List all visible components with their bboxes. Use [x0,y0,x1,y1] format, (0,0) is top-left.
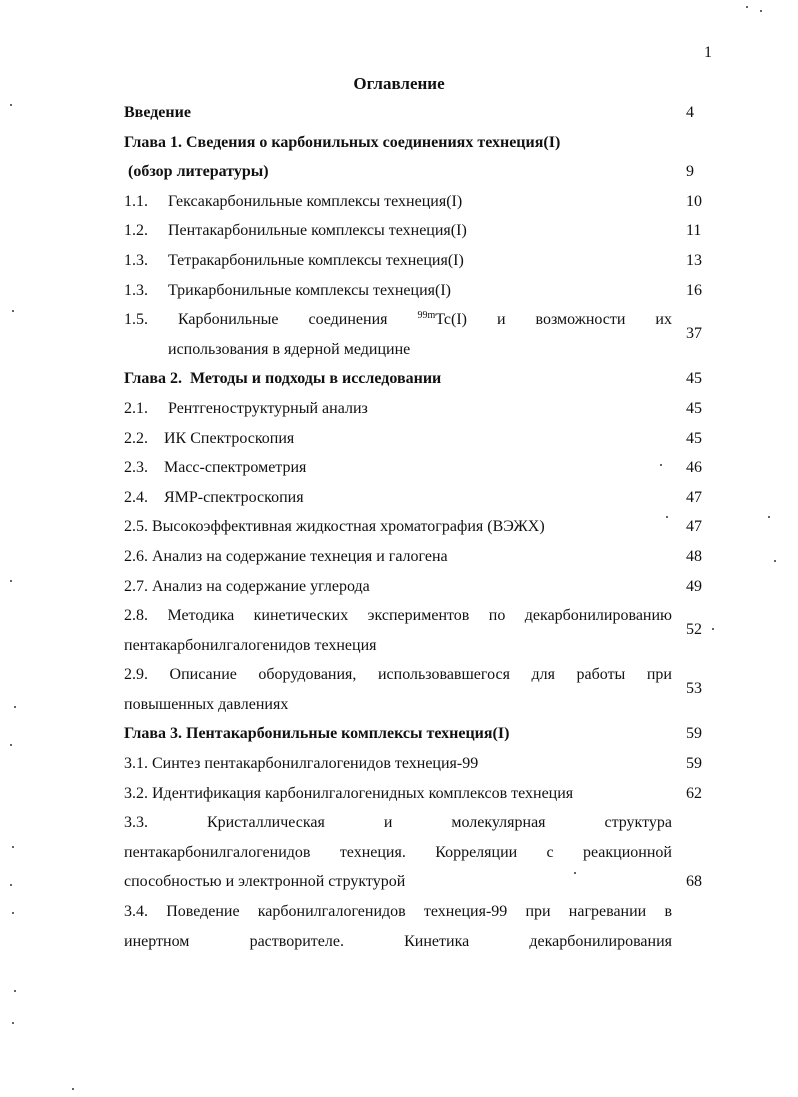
toc-entry-page: 49 [686,577,702,595]
toc-entry-text: 3.2. Идентификация карбонилгалогенидных комплексов технеция [124,784,574,802]
toc-entry-line: пентакарбонилгалогенидов технеция. Корреляции с реакционной [124,843,672,861]
toc-entry-text: Введение [124,104,191,121]
toc-word: и [496,311,506,329]
toc-entry-page: 45 [686,399,702,417]
toc-entry-chapter-2 [124,364,708,394]
toc-entry-page: 59 [686,755,702,773]
toc-word: соединения [308,311,388,329]
toc-entry-text [124,483,672,513]
toc-entry-number: 2.4. [124,488,148,506]
toc-entry-text: Глава 2. Методы и подходы в исследовании [124,370,442,388]
toc-entry-text [124,187,672,217]
toc-entry-line: способностью и электронной структурой [124,873,406,891]
toc-entry-number: 2.3. [124,459,148,477]
toc-entry-page: 13 [686,251,702,269]
toc-entry-text [124,276,672,306]
toc-entry-line: пентакарбонилгалогенидов технеция [124,636,377,654]
toc-entry-1-3a [124,246,708,276]
toc-entry-page: 68 [686,873,702,891]
toc-entry-2-7 [124,572,708,602]
toc-entry-2-4 [124,483,708,513]
toc-entry-page: 53 [686,680,702,698]
toc-entry-intro [124,98,708,128]
toc-entry-page: 47 [686,488,702,506]
toc-entry-line: повышенных давлениях [124,695,289,713]
toc-entry-title: Масс-спектрометрия [164,459,307,477]
toc-entry-number: 2.2. [124,429,148,447]
toc-entry-page: 45 [686,429,702,447]
toc-entry-text: Глава 1. Сведения о карбонильных соединениях технеция(I) [124,133,561,151]
toc-entry-3-2 [124,779,708,809]
toc-entry-1-1 [124,187,708,217]
toc-entry-number: 2.1. [124,399,148,417]
toc-entry-number: 1.5. [124,311,148,329]
toc-entry-1-5 [124,305,708,364]
toc-entry-page: 46 [686,459,702,477]
toc-entry-2-2 [124,424,708,454]
toc-entry-number: 1.3. [124,251,148,269]
toc-entry-text: 2.5. Высокоэффективная жидкостная хроматография (ВЭЖХ) [124,518,545,536]
toc-entry-line: 3.3. Кристаллическая и молекулярная структура [124,814,672,832]
toc-entry-2-5 [124,512,708,542]
page-title: Оглавление [353,74,445,93]
table-of-contents [124,98,708,956]
toc-entry-page: 59 [686,725,702,743]
toc-entry-page: 62 [686,784,702,802]
toc-entry-1-3b [124,276,708,306]
toc-entry-text [124,601,672,660]
toc-entry-title: ЯМР-спектроскопия [164,488,304,506]
toc-entry-text: 2.6. Анализ на содержание технеция и галогена [124,547,448,565]
toc-entry-text: 2.7. Анализ на содержание углерода [124,577,370,595]
toc-entry-page: 11 [686,222,702,240]
isotope-superscript: 99m [417,310,436,322]
toc-entry-text: Глава 3. Пентакарбонильные комплексы технеция(I) [124,725,510,743]
toc-entry-2-1 [124,394,708,424]
toc-entry-3-4 [124,897,708,956]
page-number: 1 [704,44,712,61]
toc-entry-page: 37 [686,325,702,343]
toc-entry-page: 45 [686,370,702,388]
toc-entry-page: 47 [686,518,702,536]
toc-word [417,305,467,335]
toc-entry-text [124,305,672,364]
toc-entry-2-3 [124,453,708,483]
toc-entry-text [124,453,672,483]
toc-entry-chapter-1 [124,128,708,158]
toc-entry-2-9 [124,660,708,719]
toc-entry-line: инертном растворителе. Кинетика декарбонилирования [124,932,672,950]
toc-entry-text [124,394,672,424]
toc-entry-text [124,660,672,719]
toc-entry-text: 3.1. Синтез пентакарбонилгалогенидов технеция-99 [124,755,479,773]
toc-entry-line: 2.8. Методика кинетических экспериментов по декарбонилированию [124,607,672,625]
toc-entry-text [124,424,672,454]
toc-entry-1-2 [124,216,708,246]
toc-entry-page: 48 [686,547,702,565]
toc-word: Карбонильные [177,311,279,329]
toc-entry-2-6 [124,542,708,572]
toc-entry-page: 16 [686,281,702,299]
toc-entry-title: ИК Спектроскопия [164,429,295,447]
toc-entry-page: 4 [686,104,694,121]
toc-entry-title: Трикарбонильные комплексы технеция(I) [168,281,451,299]
toc-entry-chapter-1-cont [124,157,708,187]
toc-word: их [655,311,672,329]
toc-entry-title: Гексакарбонильные комплексы технеция(I) [168,192,463,210]
toc-entry-text: (обзор литературы) [128,163,269,181]
toc-entry-page: 9 [686,163,694,181]
toc-entry-page: 52 [686,621,702,639]
toc-word: Tc(I) [435,311,468,329]
toc-entry-text [124,808,672,897]
toc-entry-page: 10 [686,192,702,210]
toc-entry-text [124,897,672,956]
toc-entry-3-3 [124,808,708,897]
toc-entry-number: 1.3. [124,281,148,299]
toc-entry-number: 1.2. [124,222,148,240]
toc-entry-title: Тетракарбонильные комплексы технеция(I) [168,251,464,269]
toc-entry-3-1 [124,749,708,779]
toc-entry-number: 1.1. [124,192,148,210]
toc-entry-2-8 [124,601,708,660]
toc-entry-title: Рентгеноструктурный анализ [168,399,368,417]
toc-word: возможности [535,311,626,329]
toc-entry-line: 3.4. Поведение карбонилгалогенидов технеция-99 при нагревании в [124,903,672,921]
toc-entry-text [124,246,672,276]
toc-entry-chapter-3 [124,719,708,749]
toc-entry-line: 2.9. Описание оборудования, использовавшегося для работы при [124,666,672,684]
toc-entry-title-cont: использования в ядерной медицине [168,340,411,358]
toc-entry-title: Пентакарбонильные комплексы технеция(I) [168,222,467,240]
toc-entry-text [124,216,672,246]
